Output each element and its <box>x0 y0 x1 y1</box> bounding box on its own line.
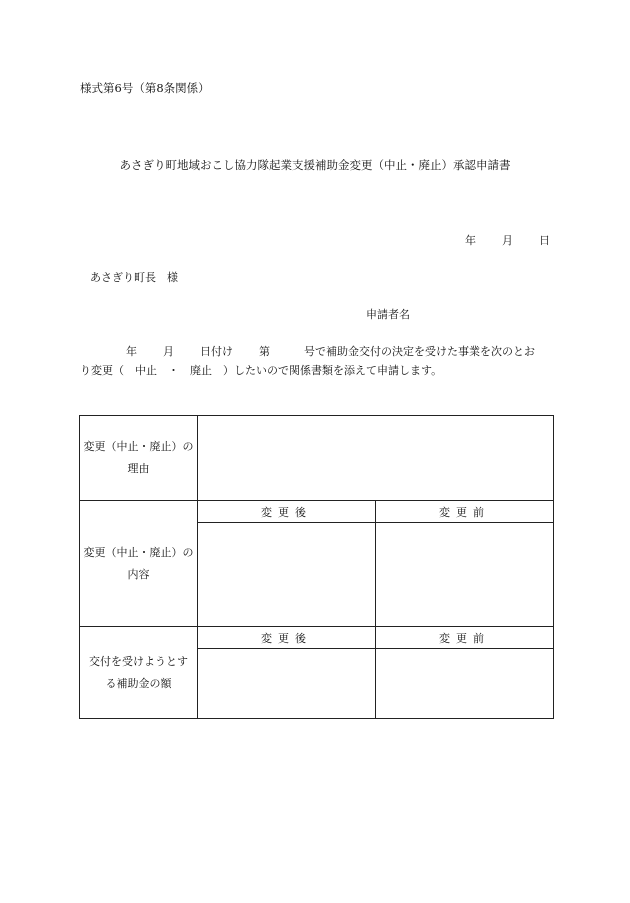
date-line <box>465 232 550 248</box>
content-after-field[interactable] <box>198 523 376 627</box>
body-number-prefix: 第 <box>259 345 270 358</box>
amount-before-header: 変更前 <box>376 627 554 649</box>
addressee: あさぎり町長 様 <box>90 271 178 284</box>
reason-label: 変更（中止・廃止）の 理由 <box>80 416 198 501</box>
amount-after-field[interactable] <box>198 649 376 719</box>
body-text-line-2: り変更（ 中止 ・ 廃止 ）したいので関係書類を添えて申請します。 <box>80 364 443 377</box>
reason-field[interactable] <box>198 416 554 501</box>
application-table <box>79 415 554 719</box>
date-year-label: 年 <box>465 234 476 247</box>
applicant-name-label: 申請者名 <box>366 308 410 321</box>
body-year-label: 年 <box>126 345 137 358</box>
reason-row <box>80 416 554 501</box>
body-text-line-1 <box>80 343 535 359</box>
form-number: 様式第6号（第8条関係） <box>80 81 210 95</box>
content-header-row <box>80 501 554 523</box>
document-title: あさぎり町地域おこし協力隊起業支援補助金変更（中止・廃止）承認申請書 <box>119 158 511 172</box>
amount-before-field[interactable] <box>376 649 554 719</box>
body-month-label: 月 <box>163 345 174 358</box>
date-day-label: 日 <box>539 234 550 247</box>
content-after-header: 変更後 <box>198 501 376 523</box>
amount-label: 交付を受けようとす る補助金の額 <box>80 627 198 719</box>
content-before-field[interactable] <box>376 523 554 627</box>
body-dated-label: 日付け <box>200 345 233 358</box>
content-label: 変更（中止・廃止）の 内容 <box>80 501 198 627</box>
date-month-label: 月 <box>502 234 513 247</box>
content-before-header: 変更前 <box>376 501 554 523</box>
amount-header-row <box>80 627 554 649</box>
body-line1-rest: 号で補助金交付の決定を受けた事業を次のとお <box>304 345 535 358</box>
amount-after-header: 変更後 <box>198 627 376 649</box>
